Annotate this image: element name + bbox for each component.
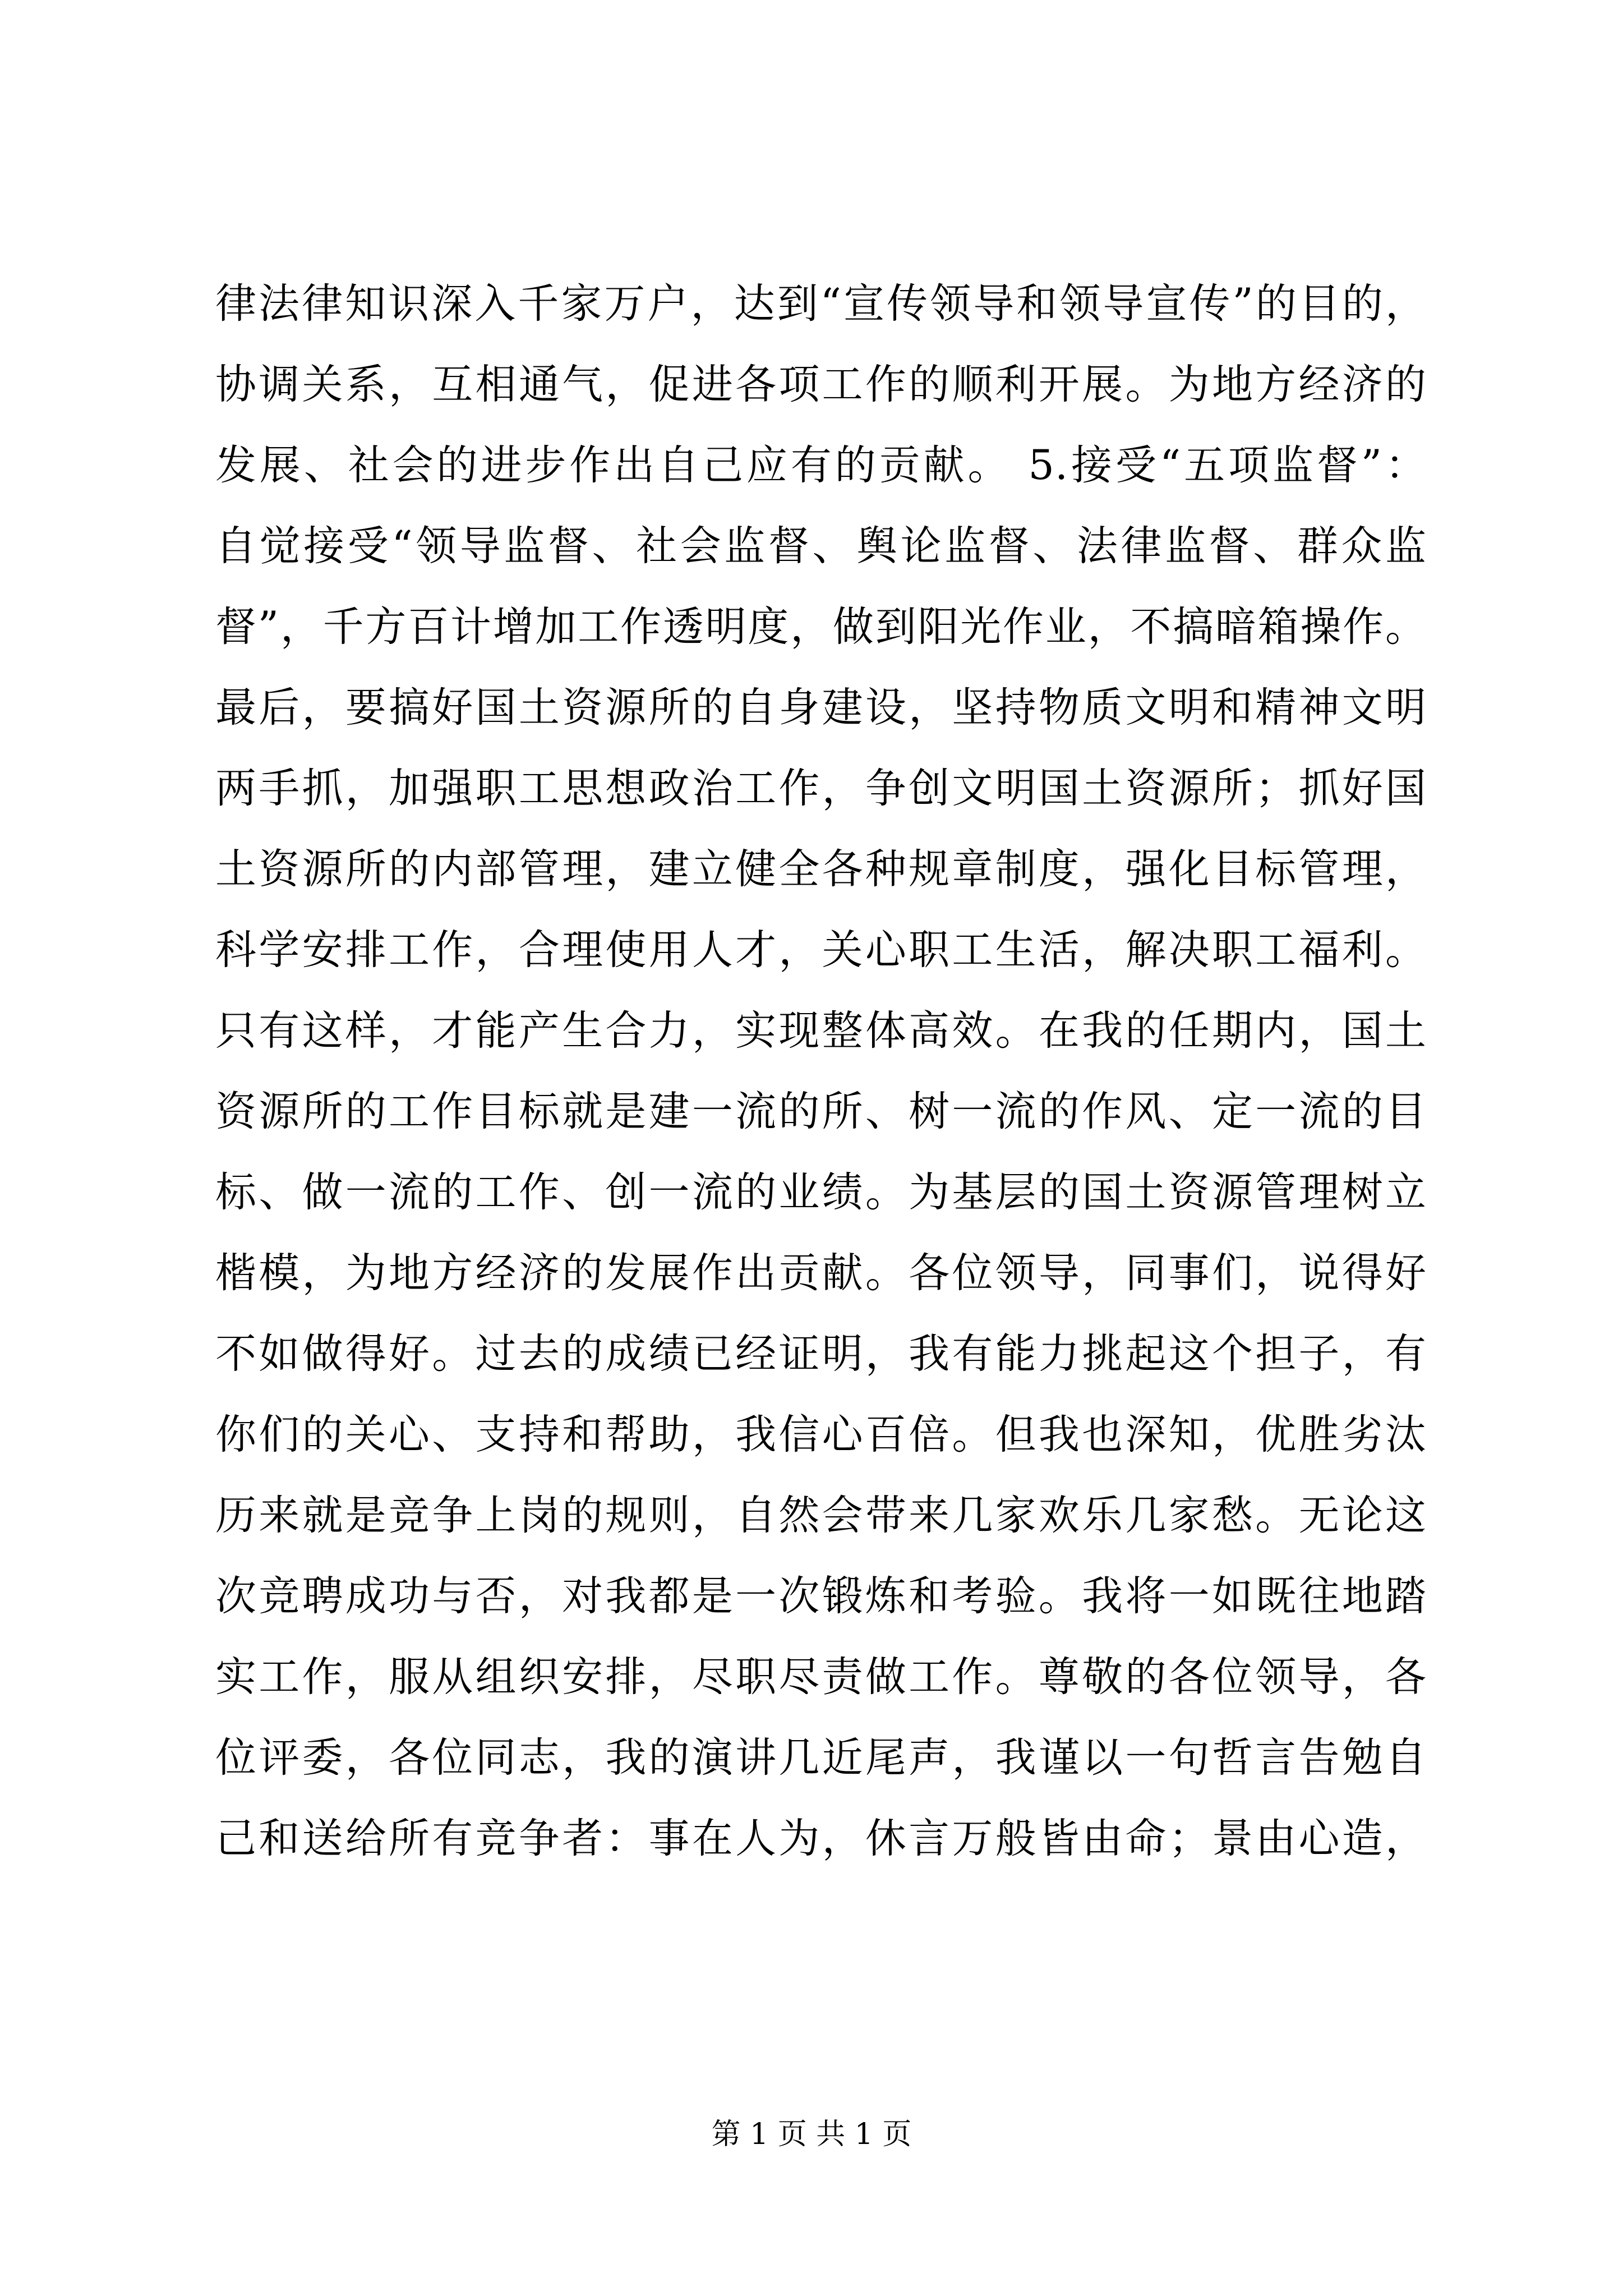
text-line: 己和送给所有竞争者：事在人为，休言万般皆由命；景由心造，	[215, 1815, 1427, 1862]
text-line: 发展、社会的进步作出自己应有的贡献。 5.接受“五项监督”：	[215, 441, 1427, 489]
text-line: 楷模，为地方经济的发展作出贡献。各位领导，同事们，说得好	[215, 1249, 1427, 1297]
text-line: 历来就是竞争上岗的规则，自然会带来几家欢乐几家愁。无论这	[215, 1492, 1427, 1539]
text-line: 只有这样，才能产生合力，实现整体高效。在我的任期内，国土	[215, 1007, 1427, 1055]
text-line: 位评委，各位同志，我的演讲几近尾声，我谨以一句哲言告勉自	[215, 1734, 1427, 1782]
text-line: 标、做一流的工作、创一流的业绩。为基层的国土资源管理树立	[215, 1168, 1427, 1216]
text-line: 实工作，服从组织安排，尽职尽责做工作。尊敬的各位领导，各	[215, 1653, 1427, 1701]
text-line: 协调关系，互相通气，促进各项工作的顺利开展。为地方经济的	[215, 361, 1427, 408]
body-text	[215, 264, 1427, 1879]
text-line: 最后，要搞好国土资源所的自身建设，坚持物质文明和精神文明	[215, 684, 1427, 731]
page-footer	[0, 2115, 1623, 2154]
text-line: 两手抓，加强职工思想政治工作，争创文明国土资源所；抓好国	[215, 765, 1427, 812]
page-number: 第 1 页 共 1 页	[711, 2118, 912, 2151]
text-line: 自觉接受“领导监督、社会监督、舆论监督、法律监督、群众监	[215, 522, 1427, 570]
text-line: 律法律知识深入千家万户，达到“宣传领导和领导宣传”的目的，	[215, 280, 1427, 328]
text-line: 督”，千方百计增加工作透明度，做到阳光作业，不搞暗箱操作。	[215, 603, 1427, 651]
text-line: 你们的关心、支持和帮助，我信心百倍。但我也深知，优胜劣汰	[215, 1411, 1427, 1458]
text-line: 土资源所的内部管理，建立健全各种规章制度，强化目标管理，	[215, 845, 1427, 893]
text-line: 不如做得好。过去的成绩已经证明，我有能力挑起这个担子，有	[215, 1330, 1427, 1378]
text-line: 科学安排工作，合理使用人才，关心职工生活，解决职工福利。	[215, 926, 1427, 974]
text-line: 资源所的工作目标就是建一流的所、树一流的作风、定一流的目	[215, 1088, 1427, 1135]
text-line: 次竞聘成功与否，对我都是一次锻炼和考验。我将一如既往地踏	[215, 1572, 1427, 1620]
